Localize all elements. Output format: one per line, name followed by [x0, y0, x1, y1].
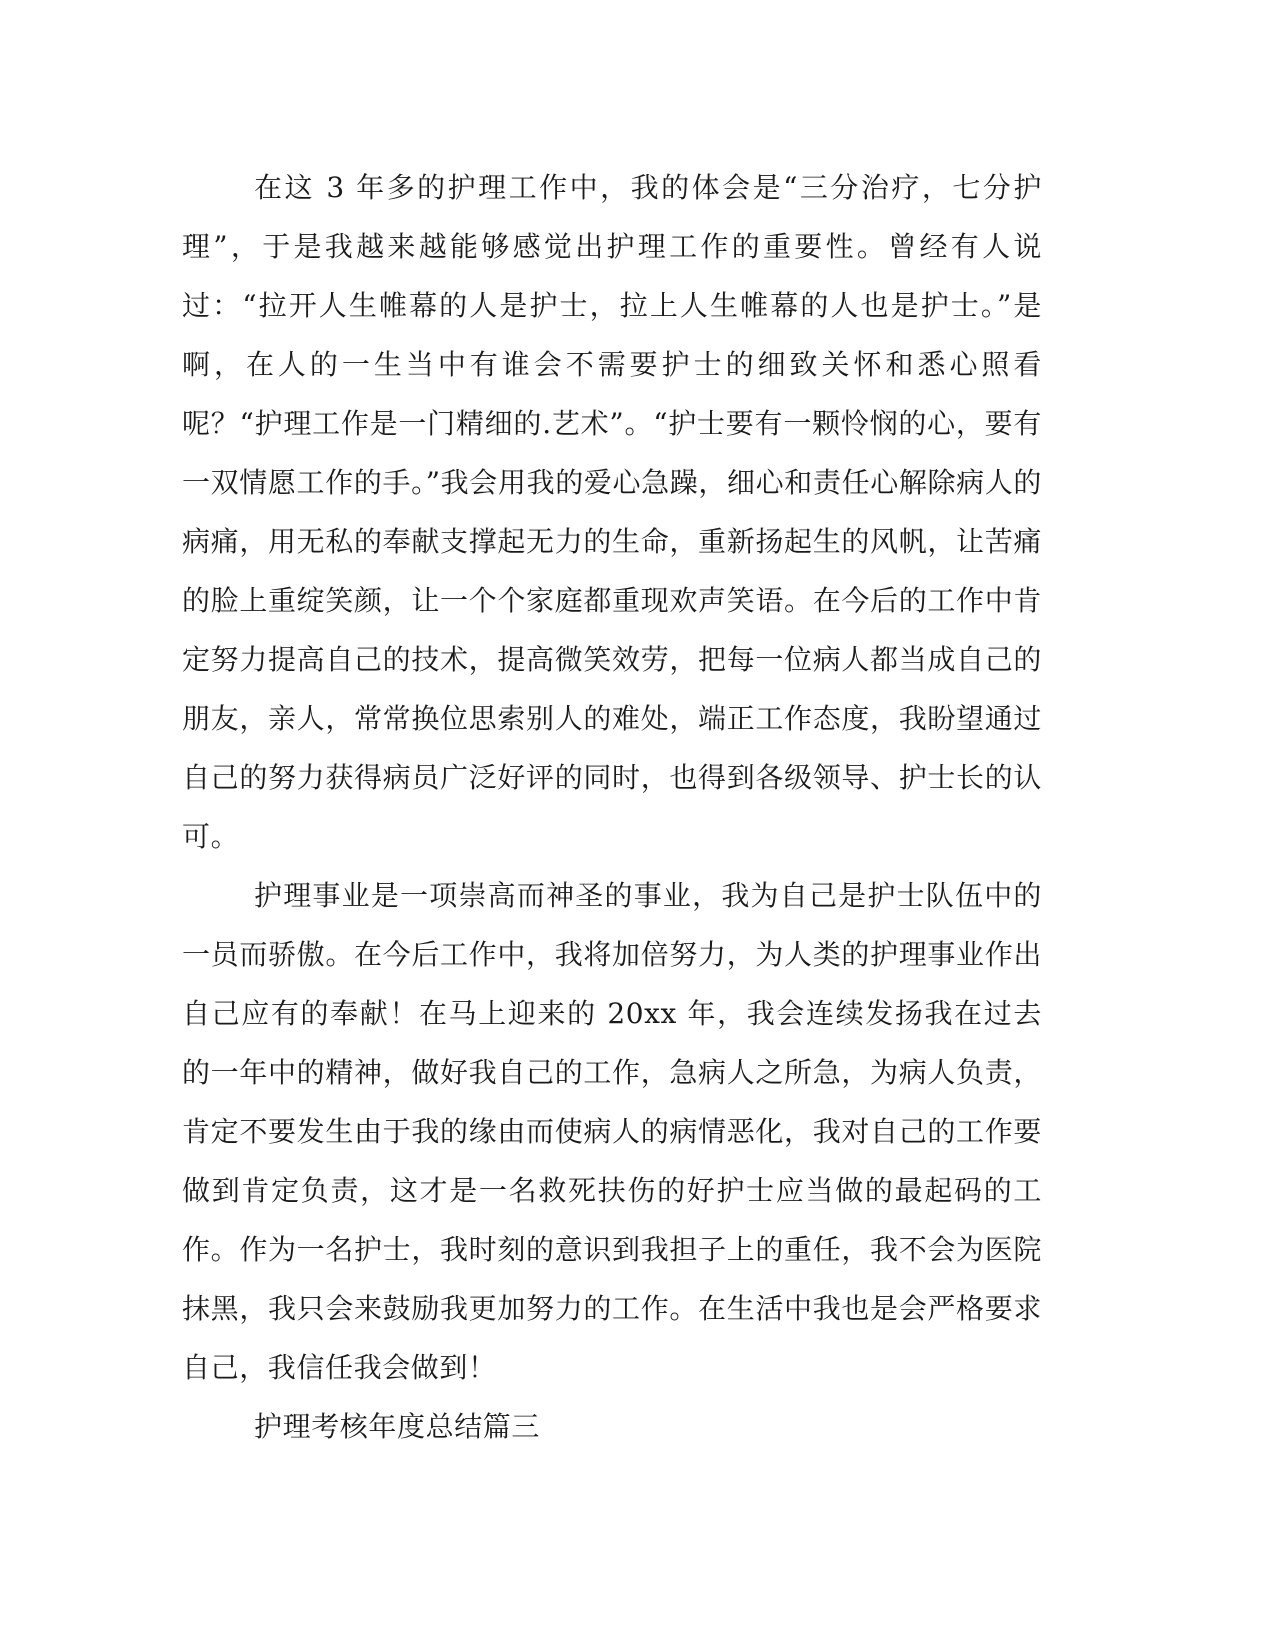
section-heading: 护理考核年度总结篇三 [254, 1410, 541, 1443]
document-body [182, 158, 1042, 1456]
paragraph-nursing-experience: 在这 3 年多的护理工作中，我的体会是“三分治疗，七分护理”，于是我越来越能够感觉出护理工作的重要性。曾经有人说过：“拉开人生帷幕的人是护士，拉上人生帷幕的人也是护士。”是啊，在人的一生当中有谁会不需要护士的细致关怀和悉心照看呢？“护理工作是一门精细的.艺术”。“护士要有一颗怜悯的心，要有一双情愿工作的手。”我会用我的爱心急躁，细心和责任心解除病人的病痛，用无私的奉献支撑起无力的生命，重新扬起生的风帆，让苦痛的脸上重绽笑颜，让一个个家庭都重现欢声笑语。在今后的工作中肯定努力提高自己的技术，提高微笑效劳，把每一位病人都当成自己的朋友，亲人，常常换位思索别人的难处，端正工作态度，我盼望通过自己的努力获得病员广泛好评的同时，也得到各级领导、护士长的认可。 [182, 171, 1042, 853]
paragraph-nursing-career: 护理事业是一项崇高而神圣的事业，我为自己是护士队伍中的一员而骄傲。在今后工作中，我将加倍努力，为人类的护理事业作出自己应有的奉献！在马上迎来的 20xx 年，我会连续发扬我在过去的一年中的精神，做好我自己的工作，急病人之所急，为病人负责，肯定不要发生由于我的缘由而使病人的病情恶化，我对自己的工作要做到肯定负责，这才是一名救死扶伤的好护士应当做的最起码的工作。作为一名护士，我时刻的意识到我担子上的重任，我不会为医院抹黑，我只会来鼓励我更加努力的工作。在生活中我也是会严格要求自己，我信任我会做到！ [182, 879, 1042, 1384]
